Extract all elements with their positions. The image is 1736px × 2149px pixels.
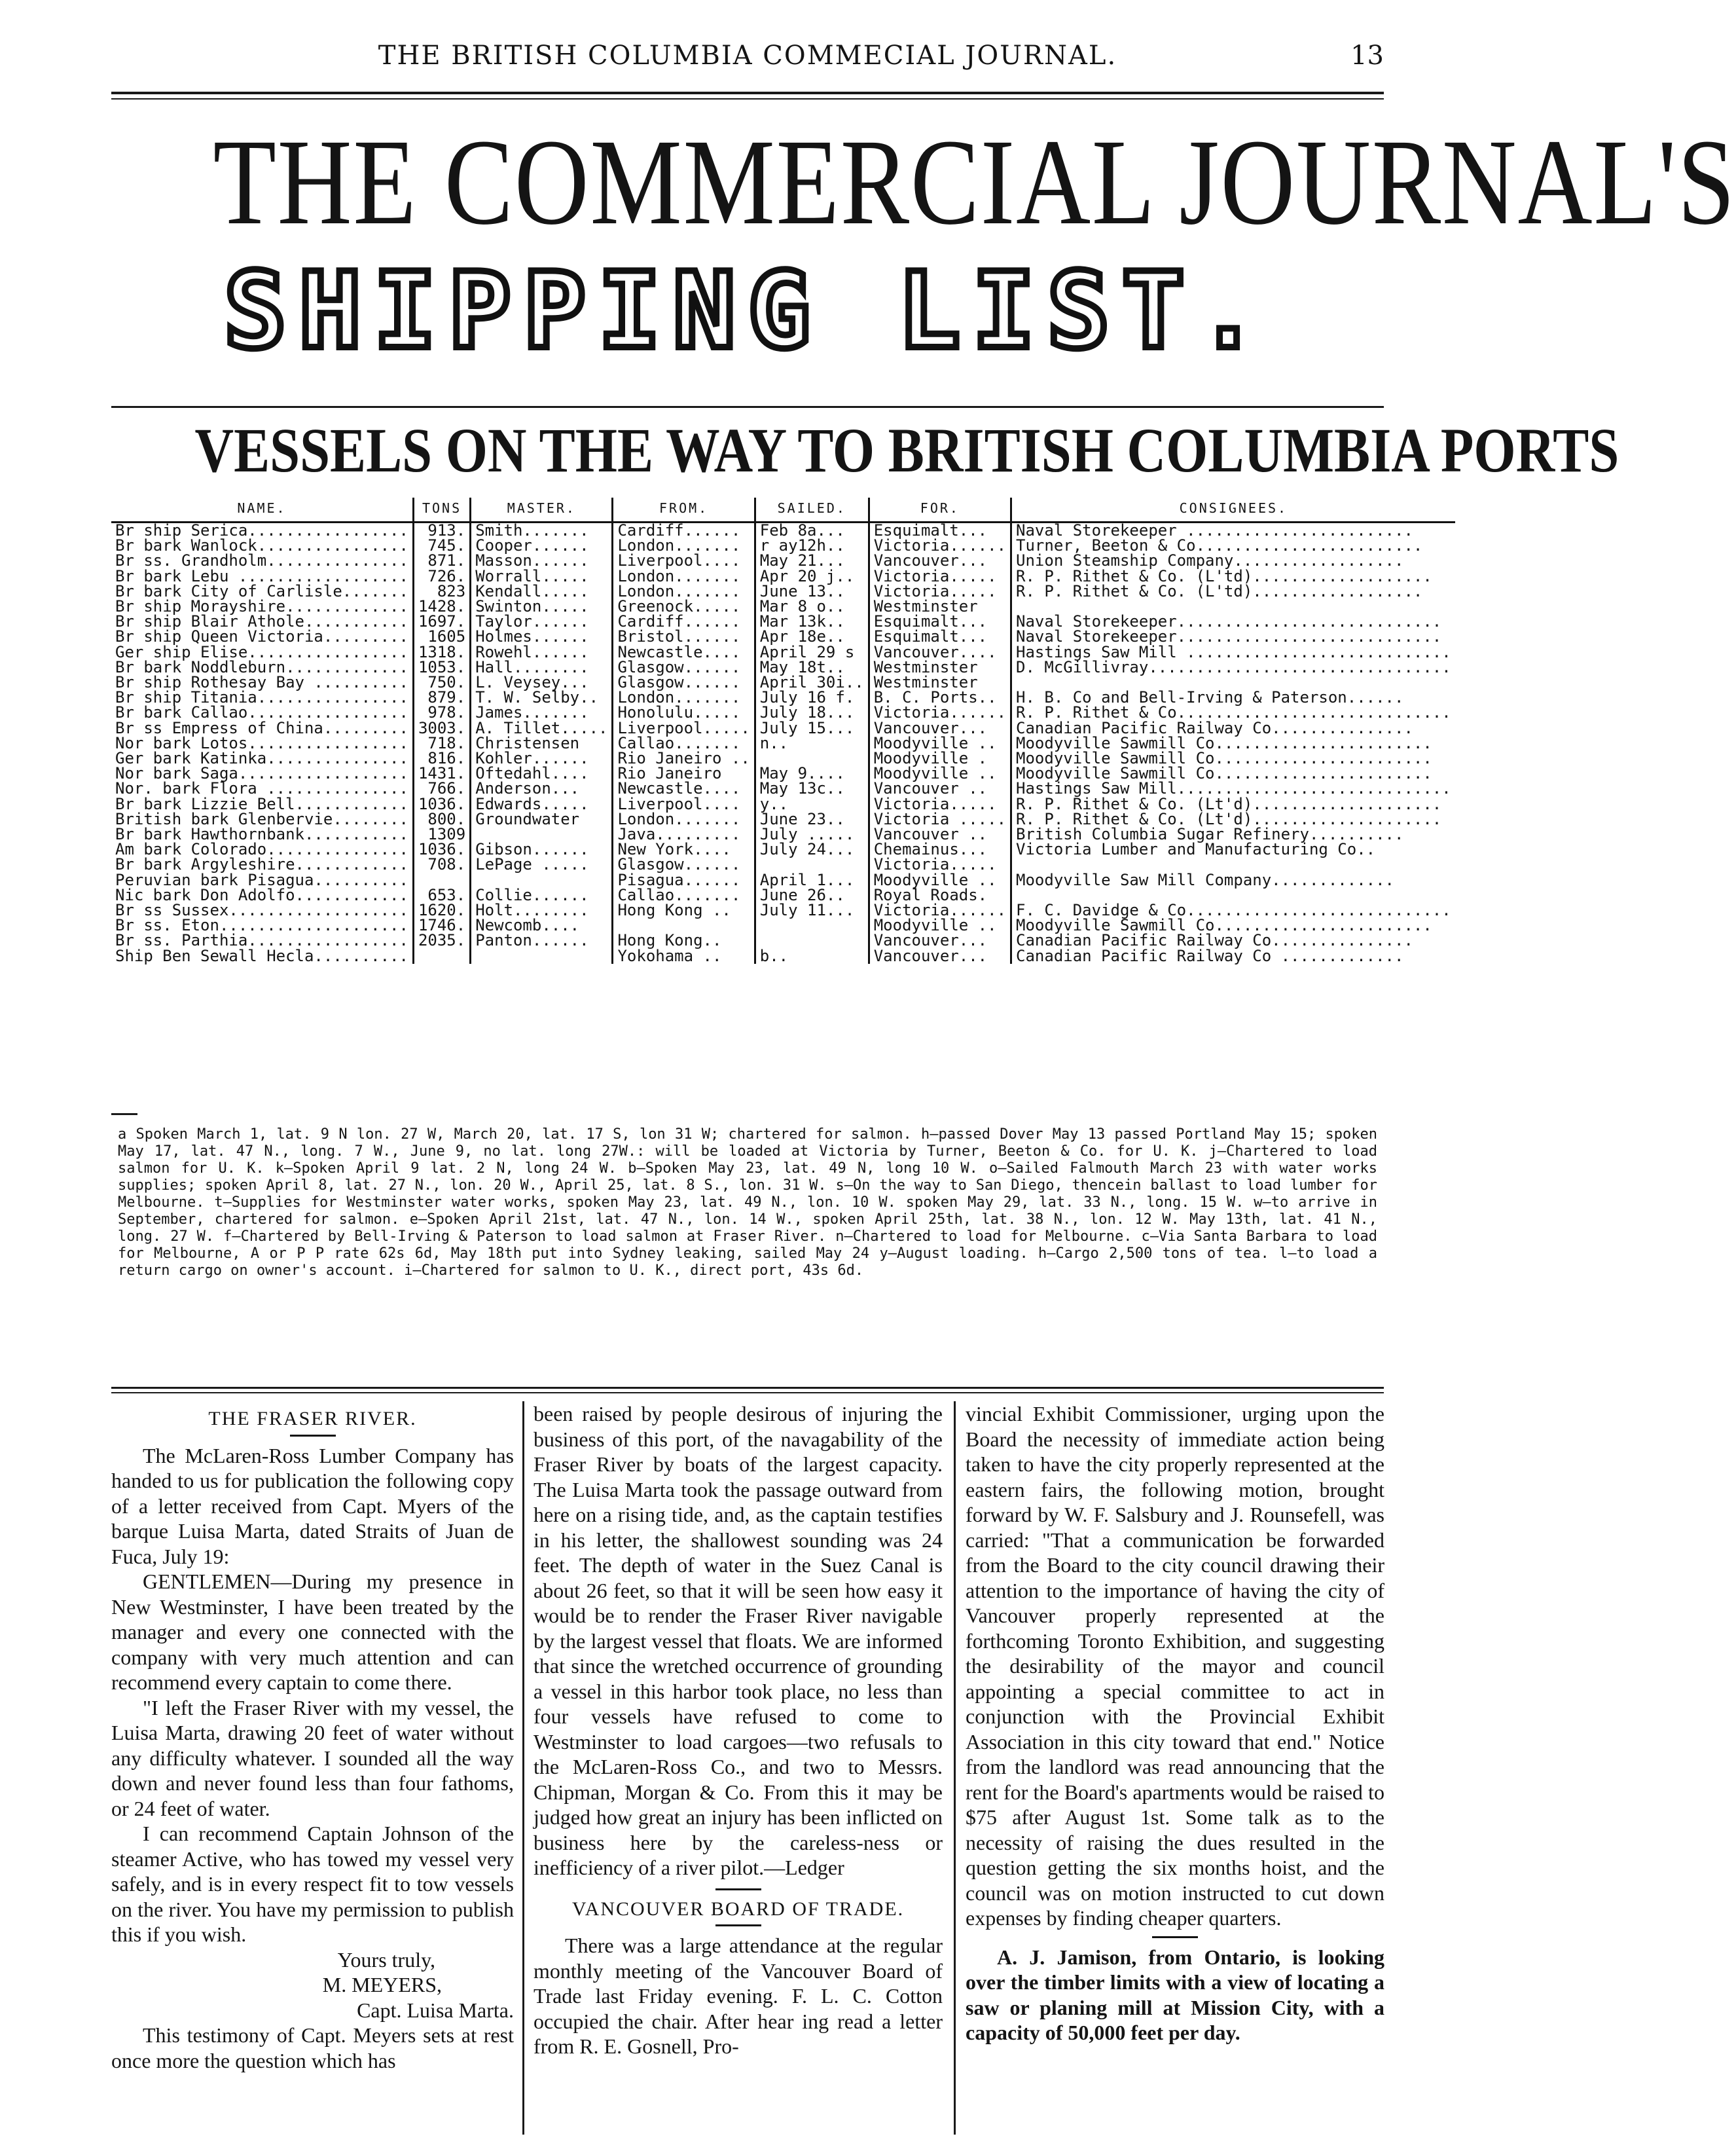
- vessel-tons-cell: 1036.: [413, 842, 470, 857]
- vessel-tons-cell: 913.: [413, 523, 470, 539]
- vessel-sailed-cell: Mar 13k..: [755, 614, 869, 629]
- vessel-master-cell: Edwards.....: [471, 797, 613, 812]
- vessel-for-cell: Esquimalt...: [869, 614, 1011, 629]
- vessel-sailed-cell: April 1...: [755, 873, 869, 888]
- vessel-name-cell: Am bark Colorado...............: [115, 840, 408, 859]
- col-header-tons: TONS: [413, 498, 470, 523]
- column-2: [533, 1401, 943, 2135]
- vessel-for-cell: Moodyville ..: [869, 736, 1011, 751]
- vessel-from-cell: London.......: [613, 690, 755, 705]
- vessel-name-cell: Nor. bark Flora ...............: [115, 779, 408, 798]
- vessel-consignees-cell: Moodyville Sawmill Co.......................: [1011, 736, 1455, 751]
- vessel-master-cell: Groundwater: [471, 812, 613, 827]
- vessel-tons-cell: [413, 949, 470, 964]
- vessel-sailed-cell: Apr 20 j..: [755, 569, 869, 584]
- vessel-consignees-cell: F. C. Davidge & Co............................: [1011, 903, 1455, 918]
- vessel-name-cell: Br ship Serica.................: [115, 521, 408, 540]
- vessel-sailed-cell: n..: [755, 736, 869, 751]
- vessel-master-cell: Newcomb....: [471, 918, 613, 933]
- vessel-name-cell: Br ss. Parthia.................: [115, 931, 408, 950]
- masthead-subtitle: SHIPPING LIST.: [223, 249, 1272, 372]
- vessel-tons-cell: 1053.: [413, 660, 470, 675]
- vessel-sailed-cell: July 11...: [755, 903, 869, 918]
- vessel-master-cell: Holt........: [471, 903, 613, 918]
- vessel-master-cell: Holmes......: [471, 629, 613, 644]
- paragraph: been raised by people desirous of injuring the business of this port, of the navagability of the Fraser River by boats of the largest capacity. The Luisa Marta took the passage outward from here on a rising tide, and, as the captain testifies in his letter, the shallowest sounding was 24 feet. The depth of water in the Suez Canal is about 26 feet, so that it will be seen how easy it would be to render the Fraser River navigable by the largest vessel that floats. We are informed that since the wretched occurrence of grounding a vessel in this harbor took place, no less than four vessels have refused to come to Westminster to load cargoes—two refusals to the McLaren-Ross Co., and two to Messrs. Chipman, Morgan & Co. From this it may be judged how great an injury has been inflicted on business here by the careless-ness or inefficiency of a river pilot.—Ledger: [533, 1402, 943, 1879]
- running-head: [111, 41, 1384, 80]
- vessel-name-cell: Br bark Noddleburn.............: [115, 657, 408, 676]
- letter-closing: Yours truly,: [337, 1947, 435, 1972]
- vessel-sailed-cell: April 29 s: [755, 645, 869, 660]
- vessel-consignees-cell: D. McGillivray................................: [1011, 660, 1455, 675]
- vessel-tons-cell: 750.: [413, 675, 470, 690]
- vessel-for-cell: Esquimalt...: [869, 523, 1011, 539]
- vessel-sailed-cell: Mar 8 o..: [755, 599, 869, 614]
- vessel-consignees-cell: Moodyville Sawmill Co.......................: [1011, 766, 1455, 781]
- vessel-consignees-cell: Moodyville Sawmill Co.......................: [1011, 918, 1455, 933]
- vessel-master-cell: L. Veysey...: [471, 675, 613, 690]
- vessel-tons-cell: 708.: [413, 857, 470, 872]
- paragraph: The McLaren-Ross Lumber Company has handed to us for publication the following copy of a letter received from Capt. Myers of the barque Luisa Marta, dated Straits of Juan de Fuca, July 19:: [111, 1443, 514, 1568]
- vessel-consignees-cell: Moodyville Saw Mill Company.............: [1011, 873, 1455, 888]
- vessel-consignees-cell: Union Steamship Company..................: [1011, 553, 1455, 568]
- vessel-name-cell: Ger bark Katinka...............: [115, 749, 408, 768]
- vessel-from-cell: Cardiff......: [613, 614, 755, 629]
- vessel-consignees-cell: Canadian Pacific Railway Co...............: [1011, 933, 1455, 948]
- letter-signer: M. MEYERS,: [322, 1973, 442, 1996]
- letter-signer-title: Capt. Luisa Marta.: [357, 1998, 514, 2022]
- vessel-for-cell: Esquimalt...: [869, 629, 1011, 644]
- vessel-for-cell: Vancouver...: [869, 933, 1011, 948]
- vessel-master-cell: Collie......: [471, 888, 613, 903]
- vessel-sailed-cell: May 21...: [755, 553, 869, 568]
- vessel-tons-cell: 871.: [413, 553, 470, 568]
- paragraph: A. J. Jamison, from Ontario, is looking over the timber limits with a view of locating a saw or planing mill at Mission City, with a capacity of 50,000 feet per day.: [966, 1945, 1384, 2044]
- vessel-master-cell: Gibson......: [471, 842, 613, 857]
- vessel-name-cell: Br ss. Grandholm...............: [115, 551, 408, 570]
- vessel-master-cell: Taylor......: [471, 614, 613, 629]
- masthead-title: THE COMMERCIAL JOURNAL'S: [213, 113, 1736, 250]
- col-header-for: FOR.: [869, 498, 1011, 523]
- vessel-from-cell: Cardiff......: [613, 523, 755, 539]
- vessel-consignees-cell: R. P. Rithet & Co. (L'td)...................: [1011, 569, 1455, 584]
- vessel-name-cell: Br bark Hawthornbank...........: [115, 825, 408, 844]
- vessel-consignees-cell: R. P. Rithet & Co. (L'td)..................: [1011, 584, 1455, 599]
- vessel-name-cell: Br ship Titania................: [115, 688, 408, 707]
- vessel-tons-cell: 1318.: [413, 645, 470, 660]
- vessel-for-cell: Royal Roads.: [869, 888, 1011, 903]
- vessel-from-cell: Rio Janeiro: [613, 766, 755, 781]
- vessel-tons-cell: 1428.: [413, 599, 470, 614]
- article-columns: [111, 1401, 1384, 2135]
- vessel-tons-cell: 978.: [413, 705, 470, 720]
- vessel-for-cell: Moodyville ..: [869, 918, 1011, 933]
- vessel-for-cell: Westminster: [869, 599, 1011, 614]
- vessel-name-cell: Br bark Argyleshire............: [115, 855, 408, 874]
- vessel-for-cell: Victoria.....: [869, 797, 1011, 812]
- vessel-for-cell: Victoria.....: [869, 857, 1011, 872]
- vessel-tons-cell: 1697.: [413, 614, 470, 629]
- vessel-from-cell: London.......: [613, 569, 755, 584]
- vessel-master-cell: Hall........: [471, 660, 613, 675]
- vessel-from-cell: Liverpool.....: [613, 721, 755, 736]
- vessel-from-cell: Greenock.....: [613, 599, 755, 614]
- vessel-sailed-cell: July 15...: [755, 721, 869, 736]
- section-rule: [111, 406, 1384, 408]
- vessel-master-cell: Swinton.....: [471, 599, 613, 614]
- vessel-for-cell: Vancouver....: [869, 645, 1011, 660]
- vessel-master-cell: Christensen: [471, 736, 613, 751]
- column-divider: [522, 1401, 524, 2135]
- vessel-sailed-cell: July 24...: [755, 842, 869, 857]
- vessel-for-cell: Vancouver...: [869, 553, 1011, 568]
- vessel-master-cell: Cooper......: [471, 538, 613, 553]
- vessel-sailed-cell: June 23..: [755, 812, 869, 827]
- vessel-name-cell: Nor bark Lotos.................: [115, 733, 408, 752]
- vessel-master-cell: Anderson...: [471, 781, 613, 796]
- notes-rule-thin: [111, 1392, 1384, 1393]
- vessel-sailed-cell: June 26..: [755, 888, 869, 903]
- vessel-master-cell: Smith.......: [471, 523, 613, 539]
- column-1: [111, 1401, 514, 2135]
- vessel-name-cell: Br ship Rothesay Bay ..........: [115, 673, 408, 692]
- vessel-name-cell: Br bark Callao.................: [115, 703, 408, 722]
- vessel-name-cell: Peruvian bark Pisagua..........: [115, 870, 408, 889]
- vessel-from-cell: Bristol......: [613, 629, 755, 644]
- paragraph: GENTLEMEN—During my presence in New Westminster, I have been treated by the manager and every one connected with the company with very much attention and can recommend every captain to come there.: [111, 1570, 514, 1694]
- vessel-consignees-cell: R. P. Rithet & Co. (Lt'd)....................: [1011, 797, 1455, 812]
- vessel-tons-cell: 1036.: [413, 797, 470, 812]
- paragraph: vincial Exhibit Commissioner, urging upon the Board the necessity of immediate action being taken to have the city properly represented at the eastern fairs, the following motion, brought forward by W. F. Salsbury and J. Rounsefell, was carried: "That a communication be forwarded from the Board to the city council drawing their attention to the importance of having the city of Vancouver properly represented at the forthcoming Toronto Exhibition, and suggesting the desirability of the mayor and council appointing a special committee to act in conjunction with the Provincial Exhibit Association in this city toward that end." Notice from the landlord was read announcing that the rent for the Board's apartments would be raised to $75 after August 1st. Some talk as to the necessity of raising the dues resulted in the question getting the six months hoist, and the council was on motion instructed to cut down expenses by finding cheaper quarters.: [966, 1402, 1384, 1930]
- vessel-from-cell: London.......: [613, 584, 755, 599]
- vessel-for-cell: Victoria .....: [869, 812, 1011, 827]
- vessel-name-cell: Nor bark Saga..................: [115, 764, 408, 783]
- vessel-master-cell: Kendall.....: [471, 584, 613, 599]
- vessel-master-cell: LePage .....: [471, 857, 613, 872]
- section-title: VESSELS ON THE WAY TO BRITISH COLUMBIA PORTS: [194, 415, 1619, 485]
- vessel-name-cell: Br ss. Eton....................: [115, 916, 408, 935]
- vessel-sailed-cell: July .....: [755, 827, 869, 842]
- vessel-master-cell: Kohler......: [471, 751, 613, 766]
- vessel-from-cell: Newcastle....: [613, 781, 755, 796]
- vessel-consignees-cell: Naval Storekeeper............................: [1011, 614, 1455, 629]
- vessel-consignees-cell: Hastings Saw Mill.............................: [1011, 781, 1455, 796]
- section-dash: [1152, 1936, 1198, 1938]
- vessel-tons-cell: 2035.: [413, 933, 470, 948]
- vessel-from-cell: Java.........: [613, 827, 755, 842]
- paragraph: There was a large attendance at the regular monthly meeting of the Vancouver Board of Trade last Friday evening. F. L. C. Cotton occupied the chair. After hear ing read a letter from R. E. Gosnell, Pro-: [533, 1934, 943, 2058]
- vessel-for-cell: Chemainus...: [869, 842, 1011, 857]
- vessel-tons-cell: 745.: [413, 538, 470, 553]
- vessel-sailed-cell: Apr 18e..: [755, 629, 869, 644]
- vessel-for-cell: Victoria.....: [869, 584, 1011, 599]
- vessel-consignees-cell: R. P. Rithet & Co.............................: [1011, 705, 1455, 720]
- column-divider: [954, 1401, 956, 2135]
- vessel-for-cell: Moodyville ..: [869, 766, 1011, 781]
- table-bottom-rule: [111, 1113, 137, 1115]
- vessel-tons-cell: 726.: [413, 569, 470, 584]
- table-header-row: [111, 498, 1455, 523]
- vessel-consignees-cell: Victoria Lumber and Manufacturing Co..: [1011, 842, 1455, 857]
- vessel-master-cell: Panton......: [471, 933, 613, 948]
- vessel-name-cell: Br ss Sussex...................: [115, 901, 408, 920]
- vessel-for-cell: Westminster: [869, 660, 1011, 675]
- vessel-for-cell: Moodyville ..: [869, 873, 1011, 888]
- vessel-master-cell: Rowehl......: [471, 645, 613, 660]
- vessel-from-cell: Glasgow......: [613, 857, 755, 872]
- vessel-for-cell: Victoria......: [869, 538, 1011, 553]
- paragraph: I can recommend Captain Johnson of the steamer Active, who has towed my vessel very safely, and is in every respect fit to tow vessels on the river. You have my permission to publish this if you wish.: [111, 1822, 514, 1946]
- vessel-tons-cell: 879.: [413, 690, 470, 705]
- vessel-sailed-cell: April 30i..: [755, 675, 869, 690]
- vessel-sailed-cell: [755, 918, 869, 933]
- vessel-from-cell: London.......: [613, 812, 755, 827]
- vessel-tons-cell: 823: [413, 584, 470, 599]
- vessel-tons-cell: 816.: [413, 751, 470, 766]
- vessel-consignees-cell: Naval Storekeeper............................: [1011, 629, 1455, 644]
- journal-title: THE BRITISH COLUMBIA COMMECIAL JOURNAL.: [378, 41, 1117, 71]
- vessel-consignees-cell: Moodyville Sawmill Co.......................: [1011, 751, 1455, 766]
- vessel-tons-cell: 800.: [413, 812, 470, 827]
- vessel-for-cell: Vancouver...: [869, 721, 1011, 736]
- vessel-rows: [111, 523, 1455, 964]
- vessel-master-cell: James.......: [471, 705, 613, 720]
- col-header-from: FROM.: [613, 498, 755, 523]
- vessel-master-cell: A. Tillet.....: [471, 721, 613, 736]
- vessel-for-cell: Vancouver ..: [869, 827, 1011, 842]
- vessel-from-cell: Callao.......: [613, 736, 755, 751]
- vessel-master-cell: Masson......: [471, 553, 613, 568]
- vessel-from-cell: Rio Janeiro ..: [613, 751, 755, 766]
- vessel-sailed-cell: May 9....: [755, 766, 869, 781]
- table-row: [111, 949, 1455, 964]
- vessel-master-cell: [471, 949, 613, 964]
- vessel-name-cell: Br bark Wanlock................: [115, 536, 408, 555]
- vessel-sailed-cell: May 18t..: [755, 660, 869, 675]
- article-heading-fraser-river: THE FRASER RIVER.: [208, 1408, 417, 1429]
- vessel-consignees-cell: Hastings Saw Mill ............................: [1011, 645, 1455, 660]
- vessel-for-cell: B. C. Ports..: [869, 690, 1011, 705]
- vessel-tons-cell: 766.: [413, 781, 470, 796]
- vessel-tons-cell: 3003.: [413, 721, 470, 736]
- vessel-name-cell: Ger ship Elise.................: [115, 642, 408, 661]
- vessel-name-cell: British bark Glenbervie........: [115, 809, 408, 828]
- top-rule-thin: [111, 98, 1384, 100]
- vessel-sailed-cell: May 13c..: [755, 781, 869, 796]
- vessel-from-cell: Hong Kong ..: [613, 903, 755, 918]
- vessel-from-cell: Glasgow......: [613, 660, 755, 675]
- vessel-from-cell: New York....: [613, 842, 755, 857]
- vessel-for-cell: Victoria......: [869, 705, 1011, 720]
- column-3: [966, 1401, 1384, 2135]
- vessel-from-cell: Liverpool....: [613, 553, 755, 568]
- vessel-for-cell: Westminster: [869, 675, 1011, 690]
- vessel-for-cell: Victoria.....: [869, 569, 1011, 584]
- vessel-from-cell: Liverpool....: [613, 797, 755, 812]
- top-rule: [111, 92, 1384, 94]
- vessel-sailed-cell: July 18...: [755, 705, 869, 720]
- vessel-for-cell: Vancouver...: [869, 949, 1011, 964]
- vessel-name-cell: Br ship Queen Victoria.........: [115, 627, 408, 646]
- paragraph: "I left the Fraser River with my vessel, the Luisa Marta, drawing 20 feet of water without any difficulty whatever. I sounded all the way down and never found less than four fathoms, or 24 feet of water.: [111, 1695, 514, 1820]
- vessel-from-cell: Honolulu.....: [613, 705, 755, 720]
- footnotes: a Spoken March 1, lat. 9 N lon. 27 W, March 20, lat. 17 S, lon 31 W; chartered for salmon. h—passed Dover May 13 passed Portland May 15; spoken May 17, lat. 47 N., long. 7 W., June 9, no lat. long 27W.: will be loaded at Victoria by Turner, Beeton & Co. for U. K. j—Chartered to load salmon for U. K. k—Spoken April 9 lat. 2 N, long 24 W. b—Spoken May 23, lat. 49 N, long 10 W. o—Sailed Falmouth March 23 with water works supplies; spoken April 8, lat. 27 N., lon. 20 W., April 25, lat. 8 S., lon. 31 W. s—On the way to San Diego, thencein ballast to load lumber for Melbourne. t—Supplies for Westminster water works, spoken May 23, lat. 49 N., lon. 10 W. spoken May 29, lat. 33 N., long. 15 W. w—to arrive in September, chartered for salmon. e—Spoken April 21st, lat. 47 N., lon. 14 W., spoken April 25th, lat. 38 N., lon. 12 W. May 13th, lat. 41 N., long. 27 W. f—Chartered by Bell-Irving & Paterson to load salmon at Fraser River. n—Chartered to load for Melbourne. c—Via Santa Barbara to load for Melbourne, A or P P rate 62s 6d, May 18th put into Sydney leaking, sailed May 24 y—August loading. h—Cargo 2,500 tons of tea. l—to load a return cargo on owner's account. i—Chartered for salmon to U. K., direct port, 43s 6d.: [118, 1126, 1377, 1279]
- vessel-name-cell: Nic bark Don Adolfo............: [115, 885, 408, 904]
- vessel-tons-cell: 1620.: [413, 903, 470, 918]
- vessel-from-cell: Pisagua......: [613, 873, 755, 888]
- col-header-name: NAME.: [111, 498, 413, 523]
- vessel-master-cell: Oftedahl....: [471, 766, 613, 781]
- vessel-name-cell: Br ship Blair Athole...........: [115, 612, 408, 631]
- vessel-tons-cell: 718.: [413, 736, 470, 751]
- vessel-name-cell: Br ship Morayshire.............: [115, 597, 408, 616]
- vessel-consignees-cell: Turner, Beeton & Co........................: [1011, 538, 1455, 553]
- paragraph: This testimony of Capt. Meyers sets at rest once more the question which has: [111, 2023, 514, 2072]
- vessels-table: [111, 498, 1455, 964]
- vessel-master-cell: Worrall.....: [471, 569, 613, 584]
- vessel-from-cell: Hong Kong..: [613, 933, 755, 948]
- vessel-tons-cell: 1746.: [413, 918, 470, 933]
- vessel-sailed-cell: r ay12h..: [755, 538, 869, 553]
- vessel-for-cell: Victoria......: [869, 903, 1011, 918]
- page-number: 13: [1350, 41, 1384, 71]
- vessel-sailed-cell: July 16 f.: [755, 690, 869, 705]
- vessel-sailed-cell: June 13..: [755, 584, 869, 599]
- vessel-for-cell: Moodyville .: [869, 751, 1011, 766]
- vessel-tons-cell: 1431.: [413, 766, 470, 781]
- col-header-master: MASTER.: [471, 498, 613, 523]
- vessel-consignees-cell: Naval Storekeeper ........................: [1011, 523, 1455, 539]
- vessel-sailed-cell: b..: [755, 949, 869, 964]
- article-heading-board-of-trade: VANCOUVER BOARD OF TRADE.: [571, 1898, 905, 1920]
- vessel-tons-cell: 653.: [413, 888, 470, 903]
- vessel-from-cell: Newcastle....: [613, 645, 755, 660]
- col-header-consignees: CONSIGNEES.: [1011, 498, 1455, 523]
- vessel-from-cell: Yokohama ..: [613, 949, 755, 964]
- vessel-from-cell: Callao.......: [613, 888, 755, 903]
- vessel-consignees-cell: Canadian Pacific Railway Co...............: [1011, 721, 1455, 736]
- vessel-name-cell: Br bark Lebu ..................: [115, 566, 408, 585]
- vessel-sailed-cell: Feb 8a...: [755, 523, 869, 539]
- vessel-name-cell: Br ss Empress of China.........: [115, 718, 408, 737]
- vessel-name-cell: Ship Ben Sewall Hecla..........: [115, 946, 408, 965]
- vessel-master-cell: T. W. Selby..: [471, 690, 613, 705]
- vessel-tons-cell: 1309: [413, 827, 470, 842]
- vessel-consignees-cell: Canadian Pacific Railway Co .............: [1011, 949, 1455, 964]
- vessel-for-cell: Vancouver ..: [869, 781, 1011, 796]
- section-dash: [715, 1888, 761, 1890]
- vessel-consignees-cell: British Columbia Sugar Refinery..........: [1011, 827, 1455, 842]
- heading-dash: [290, 1435, 336, 1437]
- vessel-tons-cell: 1605: [413, 629, 470, 644]
- vessel-consignees-cell: R. P. Rithet & Co. (Lt'd)....................: [1011, 812, 1455, 827]
- notes-rule: [111, 1387, 1384, 1389]
- vessel-sailed-cell: y..: [755, 797, 869, 812]
- vessel-from-cell: London.......: [613, 538, 755, 553]
- vessel-consignees-cell: H. B. Co and Bell-Irving & Paterson......: [1011, 690, 1455, 705]
- vessel-name-cell: Br bark City of Carlisle.......: [115, 581, 408, 600]
- col-header-sailed: SAILED.: [755, 498, 869, 523]
- vessel-from-cell: Glasgow......: [613, 675, 755, 690]
- vessel-name-cell: Br bark Lizzie Bell............: [115, 794, 408, 813]
- heading-dash: [715, 1924, 761, 1926]
